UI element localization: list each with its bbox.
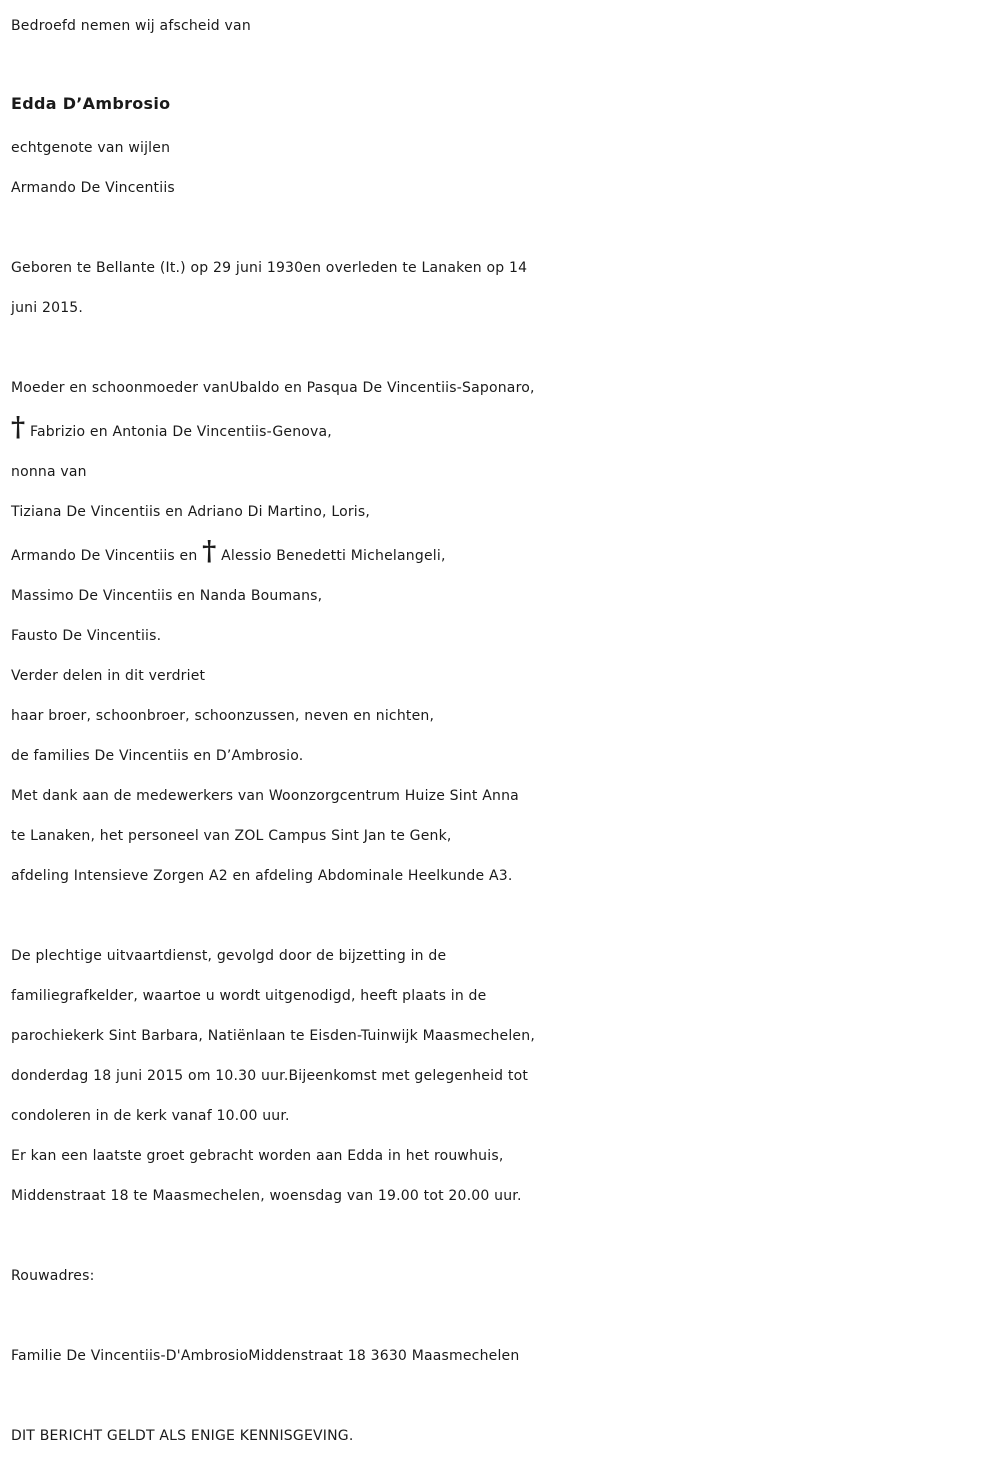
obituary-notice (11, 6, 993, 1456)
thanks-line-2: te Lanaken, het personeel van ZOL Campus Sint Jan te Genk, (11, 828, 452, 844)
children-line-1: Moeder en schoonmoeder vanUbaldo en Pasqua De Vincentiis-Saponaro, (11, 380, 535, 396)
children-line-2 (11, 408, 993, 452)
spouse-name: Armando De Vincentiis (11, 180, 175, 196)
ceremony-line-6: Er kan een laatste groet gebracht worden aan Edda in het rouwhuis, (11, 1148, 504, 1164)
ceremony-line-4: donderdag 18 juni 2015 om 10.30 uur.Bijeenkomst met gelegenheid tot (11, 1068, 529, 1084)
spacer (11, 1296, 993, 1336)
birth-death-line-2: juni 2015. (11, 300, 84, 316)
thanks-line-1: Met dank aan de medewerkers van Woonzorgcentrum Huize Sint Anna (11, 788, 519, 804)
grandchildren-line-2-text-b: Alessio Benedetti Michelangeli, (216, 548, 446, 564)
grandmother-of: nonna van (11, 464, 87, 480)
ceremony-line-3: parochiekerk Sint Barbara, Natiënlaan te Eisden-Tuinwijk Maasmechelen, (11, 1028, 535, 1044)
deceased-name: Edda D’Ambrosio (11, 94, 171, 113)
ceremony-line-5: condoleren in de kerk vanaf 10.00 uur. (11, 1108, 290, 1124)
grandchildren-line-2-text-a: Armando De Vincentiis en (11, 548, 203, 564)
ceremony-line-2: familiegrafkelder, waartoe u wordt uitgenodigd, heeft plaats in de (11, 988, 487, 1004)
thanks-line-3: afdeling Intensieve Zorgen A2 en afdeling Abdominale Heelkunde A3. (11, 868, 513, 884)
spacer (11, 896, 993, 936)
spacer (11, 328, 993, 368)
families: de families De Vincentiis en D’Ambrosio. (11, 748, 304, 764)
spacer (11, 1376, 993, 1416)
ceremony-line-1: De plechtige uitvaartdienst, gevolgd door de bijzetting in de (11, 948, 447, 964)
spacer (11, 208, 993, 248)
closing-statement: DIT BERICHT GELDT ALS ENIGE KENNISGEVING. (11, 1428, 354, 1444)
spacer (11, 1216, 993, 1256)
cross-icon: † (11, 412, 26, 443)
relatives: haar broer, schoonbroer, schoonzussen, neven en nichten, (11, 708, 435, 724)
grandchildren-line-3: Massimo De Vincentiis en Nanda Boumans, (11, 588, 323, 604)
intro-text: Bedroefd nemen wij afscheid van (11, 18, 251, 34)
spouse-relation: echtgenote van wijlen (11, 140, 171, 156)
grandchildren-line-1: Tiziana De Vincentiis en Adriano Di Martino, Loris, (11, 504, 371, 520)
share-grief: Verder delen in dit verdriet (11, 668, 206, 684)
cross-icon: † (202, 536, 217, 567)
birth-death-line-1: Geboren te Bellante (It.) op 29 juni 1930en overleden te Lanaken op 14 (11, 260, 528, 276)
address-label: Rouwadres: (11, 1268, 95, 1284)
address-value: Familie De Vincentiis-D'AmbrosioMiddenstraat 18 3630 Maasmechelen (11, 1348, 520, 1364)
ceremony-line-7: Middenstraat 18 te Maasmechelen, woensdag van 19.00 tot 20.00 uur. (11, 1188, 522, 1204)
children-line-2-text: Fabrizio en Antonia De Vincentiis-Genova, (25, 424, 332, 440)
grandchildren-line-2 (11, 532, 993, 576)
grandchildren-line-4: Fausto De Vincentiis. (11, 628, 162, 644)
